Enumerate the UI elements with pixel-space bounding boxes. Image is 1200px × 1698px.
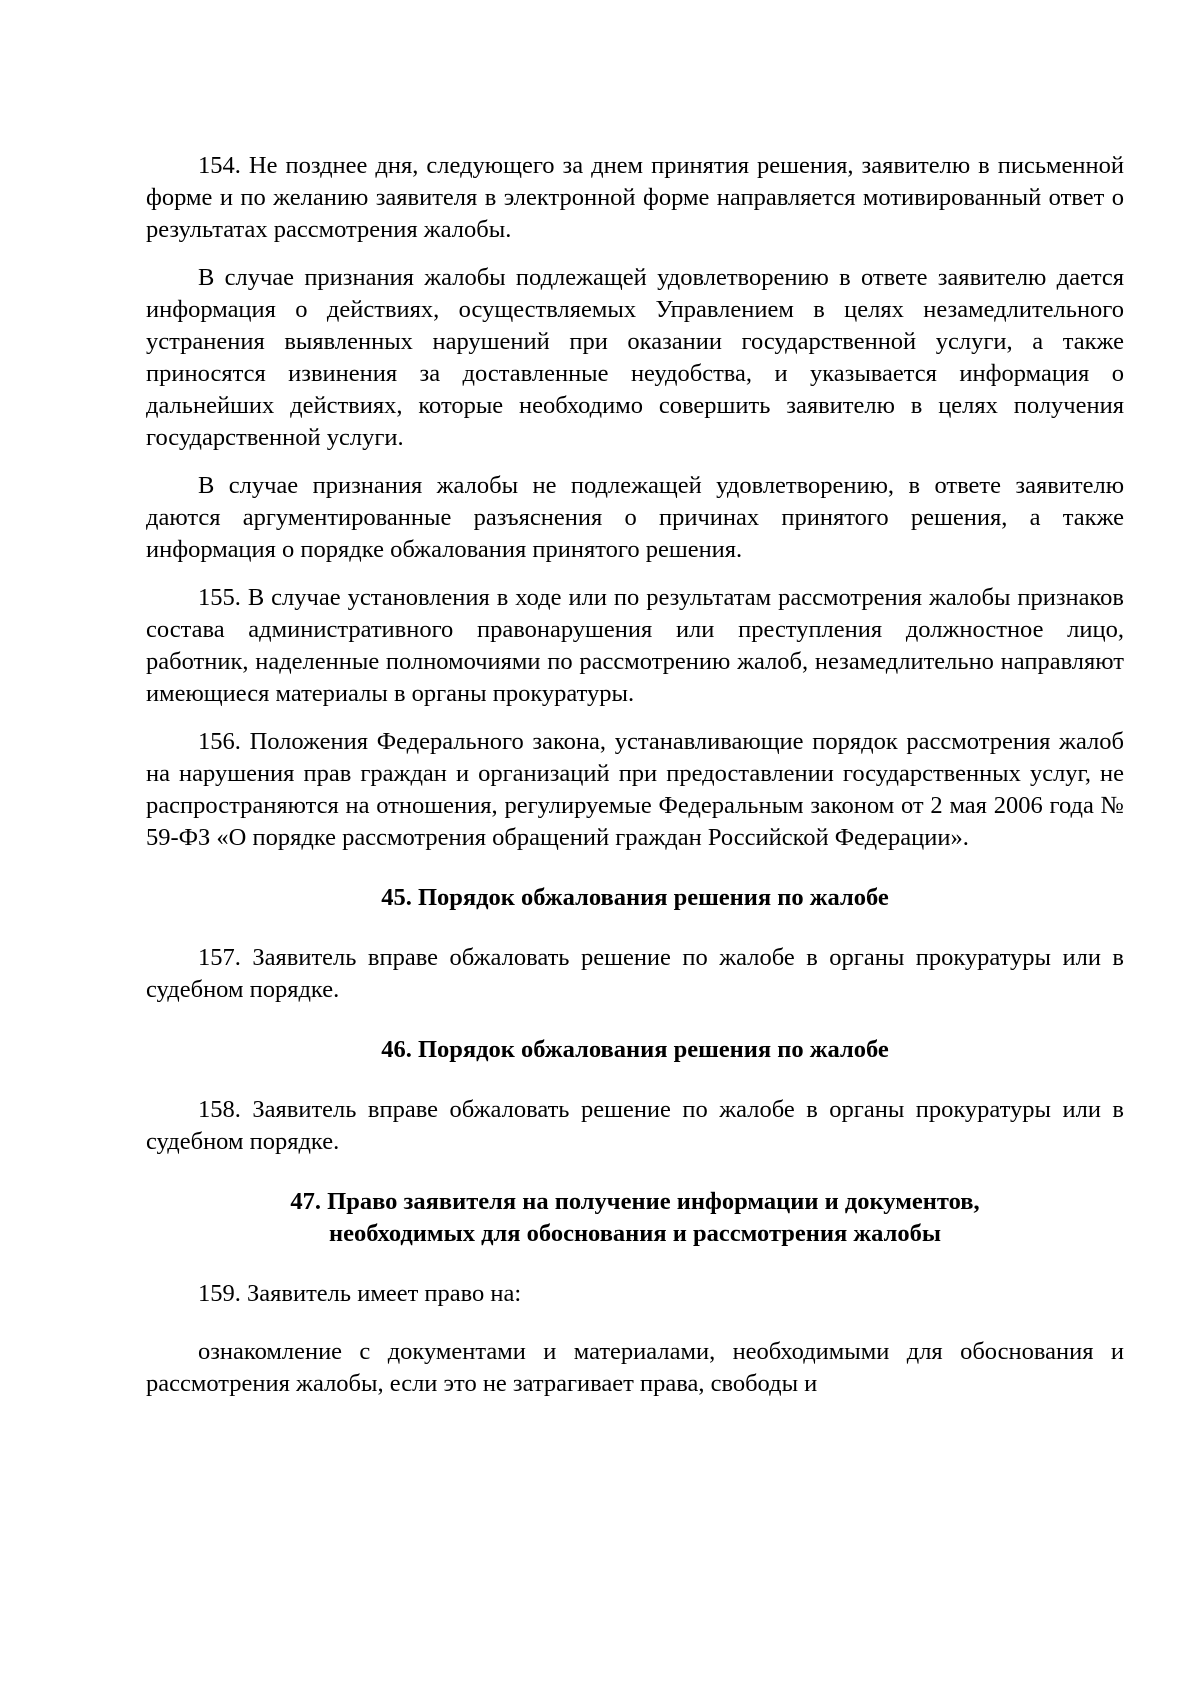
- paragraph-155: 155. В случае установления в ходе или по результатам рассмотрения жалобы признаков состава административного правонарушения или преступления должностное лицо, работник, наделенные полномочиями по рассмотрению жалоб, незамедлительно направляют имеющиеся материалы в органы прокуратуры.: [146, 584, 1124, 707]
- section-heading-46: [146, 1034, 1124, 1066]
- section-heading-47-line-2: необходимых для обоснования и рассмотрения жалобы: [329, 1220, 941, 1247]
- section-heading-46-text: 46. Порядок обжалования решения по жалобе: [381, 1036, 889, 1063]
- paragraph-158: 158. Заявитель вправе обжаловать решение по жалобе в органы прокуратуры или в судебном порядке.: [146, 1096, 1124, 1155]
- paragraph-156: 156. Положения Федерального закона, устанавливающие порядок рассмотрения жалоб на нарушения прав граждан и организаций при предоставлении государственных услуг, не распространяются на отношения, регулируемые Федеральным законом от 2 мая 2006 года № 59-ФЗ «О порядке рассмотрения обращений граждан Российской Федерации».: [146, 728, 1124, 851]
- paragraph-159: 159. Заявитель имеет право на:: [198, 1280, 522, 1307]
- paragraph-157: 157. Заявитель вправе обжаловать решение по жалобе в органы прокуратуры или в судебном порядке.: [146, 944, 1124, 1003]
- section-heading-47: [146, 1186, 1124, 1250]
- paragraph-154-satisfied: В случае признания жалобы подлежащей удовлетворению в ответе заявителю дается информация о действиях, осуществляемых Управлением в целях незамедлительного устранения выявленных нарушений при оказании государственной услуги, а также приносятся извинения за доставленные неудобства, и указывается информация о дальнейших действиях, которые необходимо совершить заявителю в целях получения государственной услуги.: [146, 264, 1124, 451]
- section-heading-47-line-1: 47. Право заявителя на получение информации и документов,: [290, 1188, 980, 1215]
- section-heading-45-text: 45. Порядок обжалования решения по жалобе: [381, 884, 889, 911]
- section-heading-45: [146, 882, 1124, 914]
- paragraph-154: 154. Не позднее дня, следующего за днем принятия решения, заявителю в письменной форме и по желанию заявителя в электронной форме направляется мотивированный ответ о результатах рассмотрения жалобы.: [146, 152, 1124, 243]
- paragraph-154-rejected: В случае признания жалобы не подлежащей удовлетворению, в ответе заявителю даются аргументированные разъяснения о причинах принятого решения, а также информация о порядке обжалования принятого решения.: [146, 472, 1124, 563]
- document-body: [146, 0, 1124, 1416]
- paragraph-159-item: ознакомление с документами и материалами, необходимыми для обоснования и рассмотрения жалобы, если это не затрагивает права, свободы и: [146, 1338, 1124, 1397]
